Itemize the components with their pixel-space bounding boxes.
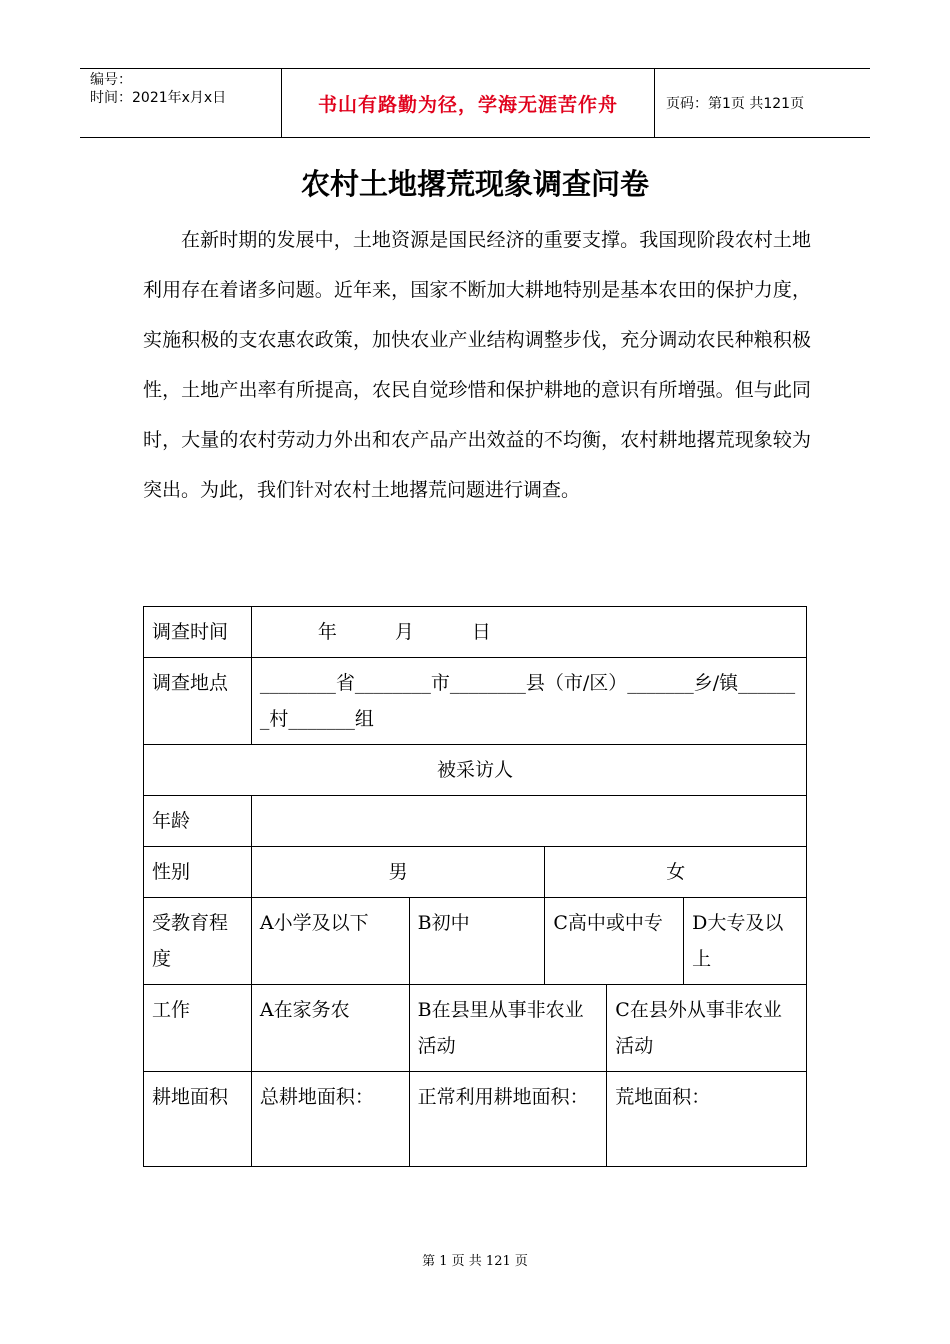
- land-normal-field[interactable]: 正常利用耕地面积：: [409, 1072, 607, 1167]
- header-meta: [90, 71, 226, 107]
- page-header: [80, 68, 870, 138]
- row-survey-location: [144, 658, 807, 745]
- survey-time-label: 调查时间: [144, 607, 252, 658]
- month-label: 月: [394, 621, 414, 643]
- row-gender: [144, 847, 807, 898]
- education-option-c[interactable]: C高中或中专: [545, 898, 684, 985]
- education-option-a[interactable]: A小学及以下: [251, 898, 409, 985]
- document-title: 农村土地撂荒现象调查问卷: [300, 167, 649, 201]
- gender-label: 性别: [144, 847, 252, 898]
- intro-paragraph: 在新时期的发展中，土地资源是国民经济的重要支撑。我国现阶段农村土地利用存在着诸多问题。近年来，国家不断加大耕地特别是基本农田的保护力度，实施积极的支农惠农政策，加快农业产业结构调整步伐，充分调动农民种粮积极性，土地产出率有所提高，农民自觉珍惜和保护耕地的意识有所增强。但与此同时，大量的农村劳动力外出和农产品产出效益的不均衡，农村耕地撂荒现象较为突出。为此，我们针对农村土地撂荒问题进行调查。: [143, 229, 811, 501]
- survey-location-label: 调查地点: [144, 658, 252, 745]
- row-interviewee-header: [144, 745, 807, 796]
- education-option-d[interactable]: D大专及以上: [684, 898, 807, 985]
- education-option-b[interactable]: B初中: [409, 898, 545, 985]
- work-option-b[interactable]: B在县里从事非农业活动: [409, 985, 607, 1072]
- row-work: [144, 985, 807, 1072]
- work-option-c[interactable]: C在县外从事非农业活动: [607, 985, 807, 1072]
- gender-option-male[interactable]: 男: [251, 847, 545, 898]
- survey-location-field[interactable]: ________省________市________县（市/区）_______乡/镇_______村_______组: [251, 658, 806, 745]
- survey-time-field[interactable]: [251, 607, 806, 658]
- work-option-a[interactable]: A在家务农: [251, 985, 409, 1072]
- age-label: 年龄: [144, 796, 252, 847]
- year-label: 年: [317, 621, 337, 643]
- work-label: 工作: [144, 985, 252, 1072]
- document-number-label: 编号：: [90, 72, 132, 88]
- education-label: 受教育程度: [144, 898, 252, 985]
- interviewee-header: 被采访人: [144, 745, 807, 796]
- land-waste-field[interactable]: 荒地面积：: [607, 1072, 807, 1167]
- row-education: [144, 898, 807, 985]
- header-motto: 书山有路勤为径，学海无涯苦作舟: [317, 93, 618, 116]
- survey-table: [143, 606, 807, 1167]
- row-survey-time: [144, 607, 807, 658]
- age-field[interactable]: [251, 796, 806, 847]
- day-label: 日: [471, 621, 491, 643]
- header-page-info: 页码：第1页 共121页: [666, 96, 805, 112]
- document-time: 时间：2021年x月x日: [90, 90, 227, 106]
- land-area-label: 耕地面积: [144, 1072, 252, 1167]
- row-age: [144, 796, 807, 847]
- header-divider: [654, 69, 655, 137]
- land-total-field[interactable]: 总耕地面积：: [251, 1072, 409, 1167]
- gender-option-female[interactable]: 女: [545, 847, 807, 898]
- row-land-area: [144, 1072, 807, 1167]
- page-footer: 第 1 页 共 121 页: [422, 1254, 528, 1269]
